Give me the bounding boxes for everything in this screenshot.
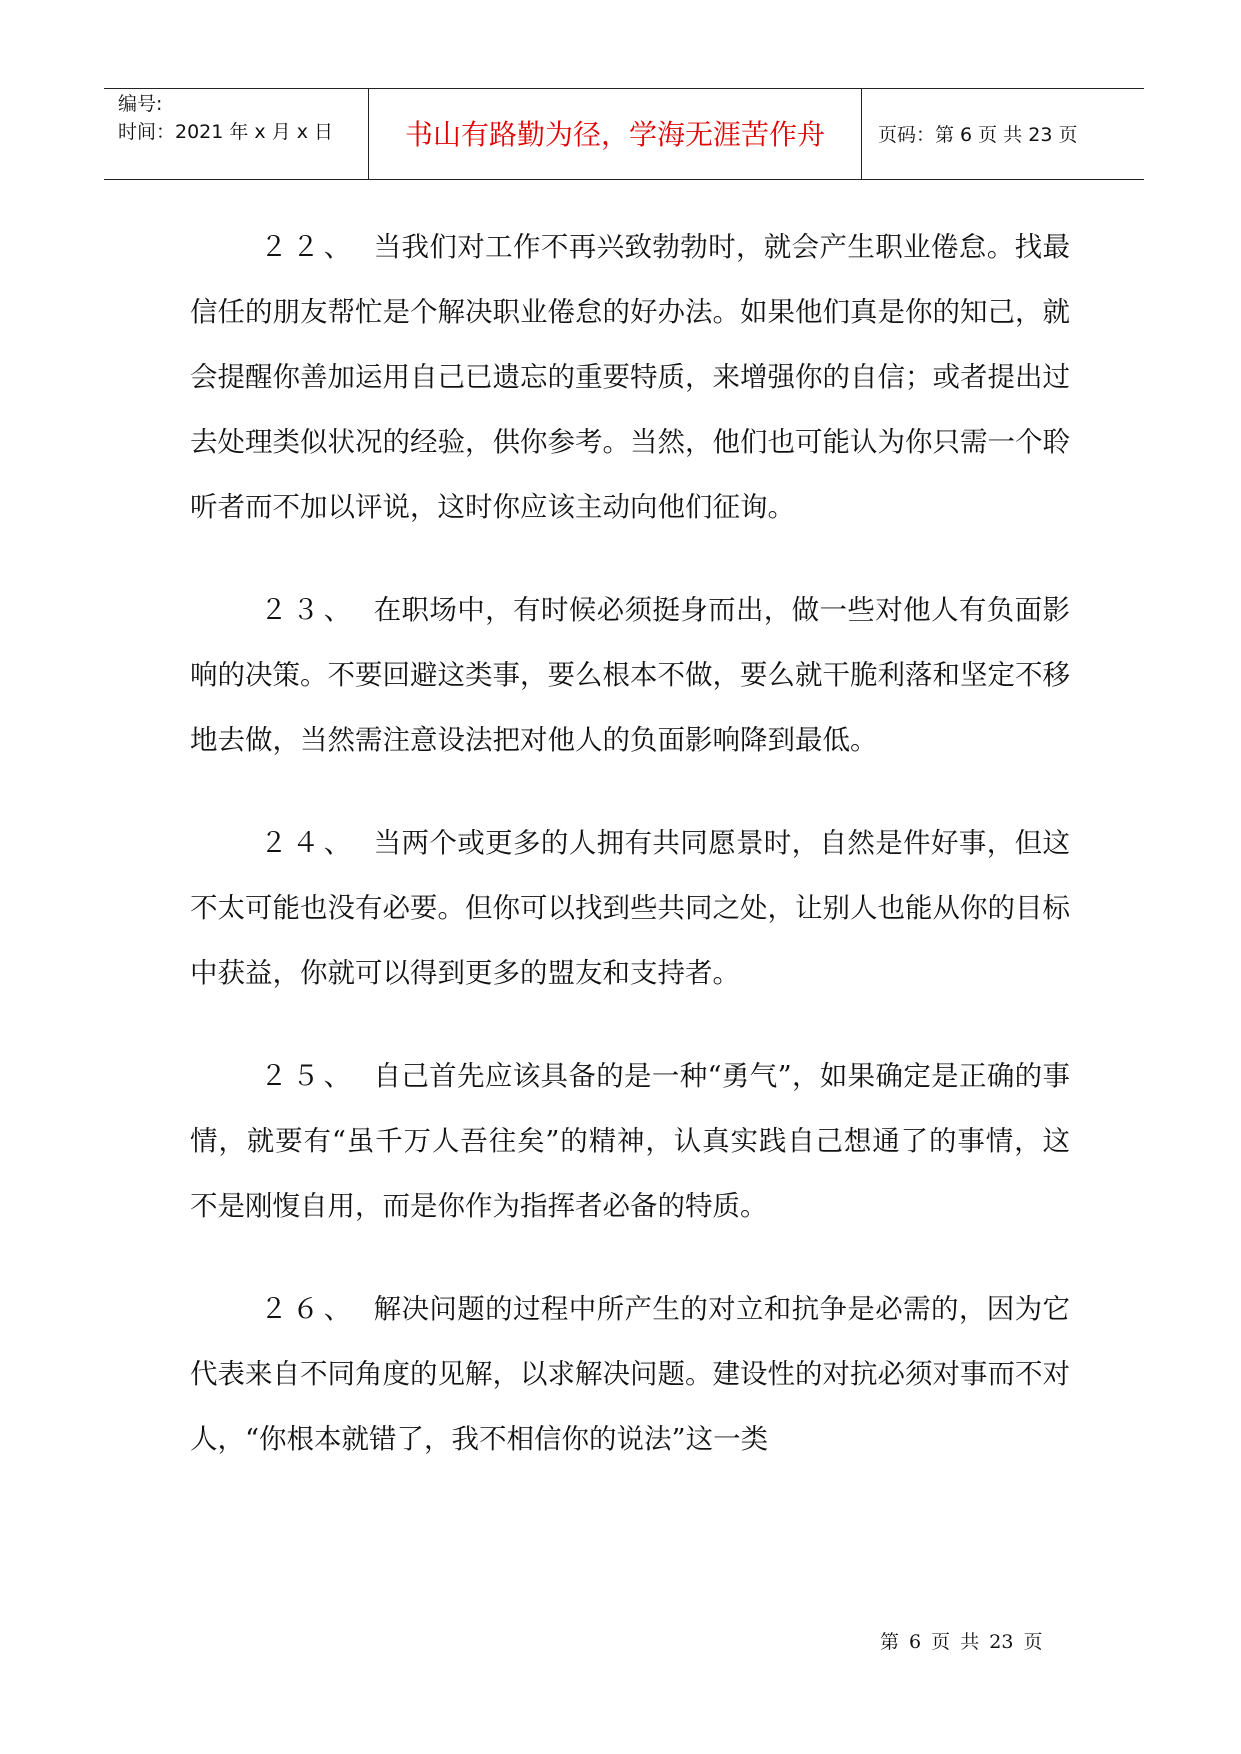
serial-number-label: 编号: — [118, 93, 163, 115]
paragraph-25 — [190, 1044, 1070, 1239]
paragraph-24 — [190, 811, 1070, 1006]
header-page-number: 页码：第 6 页 共 23 页 — [878, 124, 1078, 146]
motto-text: 书山有路勤为径，学海无涯苦作舟 — [404, 118, 825, 151]
paragraph-text: 自己首先应该具备的是一种“勇气”，如果确定是正确的事情，就要有“虽千万人吾往矣”的精神，认真实践自己想通了的事情，这不是刚愎自用，而是你作为指挥者必备的特质。 — [190, 1060, 1071, 1222]
paragraph-number: ２５、 — [260, 1060, 356, 1092]
time-label: 时间：2021 年 x 月 x 日 — [118, 121, 334, 143]
paragraph-number: ２２、 — [260, 231, 356, 263]
paragraph-26 — [190, 1277, 1070, 1472]
header-meta-cell — [104, 89, 369, 179]
header-page-cell — [862, 89, 1144, 179]
paragraph-text: 当两个或更多的人拥有共同愿景时，自然是件好事，但这不太可能也没有必要。但你可以找到些共同之处，让别人也能从你的目标中获益，你就可以得到更多的盟友和支持者。 — [190, 827, 1071, 989]
paragraph-number: ２３、 — [260, 594, 356, 626]
paragraph-number: ２６、 — [260, 1293, 356, 1325]
footer-page-number: 第 6 页 共 23 页 — [880, 1631, 1043, 1653]
paragraph-22 — [190, 215, 1070, 540]
paragraph-number: ２４、 — [260, 827, 356, 859]
paragraph-23 — [190, 578, 1070, 773]
paragraph-text: 当我们对工作不再兴致勃勃时，就会产生职业倦怠。找最信任的朋友帮忙是个解决职业倦怠的好办法。如果他们真是你的知己，就会提醒你善加运用自己已遗忘的重要特质，来增强你的自信；或者提出过去处理类似状况的经验，供你参考。当然，他们也可能认为你只需一个聆听者而不加以评说，这时你应该主动向他们征询。 — [190, 231, 1071, 523]
paragraph-text: 在职场中，有时候必须挺身而出，做一些对他人有负面影响的决策。不要回避这类事，要么根本不做，要么就干脆利落和坚定不移地去做，当然需注意设法把对他人的负面影响降到最低。 — [190, 594, 1071, 756]
document-body — [190, 215, 1070, 1510]
paragraph-text: 解决问题的过程中所产生的对立和抗争是必需的，因为它代表来自不同角度的见解，以求解决问题。建设性的对抗必须对事而不对人，“你根本就错了，我不相信你的说法”这一类 — [190, 1293, 1071, 1455]
header-motto-cell — [369, 89, 862, 179]
document-header — [104, 88, 1144, 180]
